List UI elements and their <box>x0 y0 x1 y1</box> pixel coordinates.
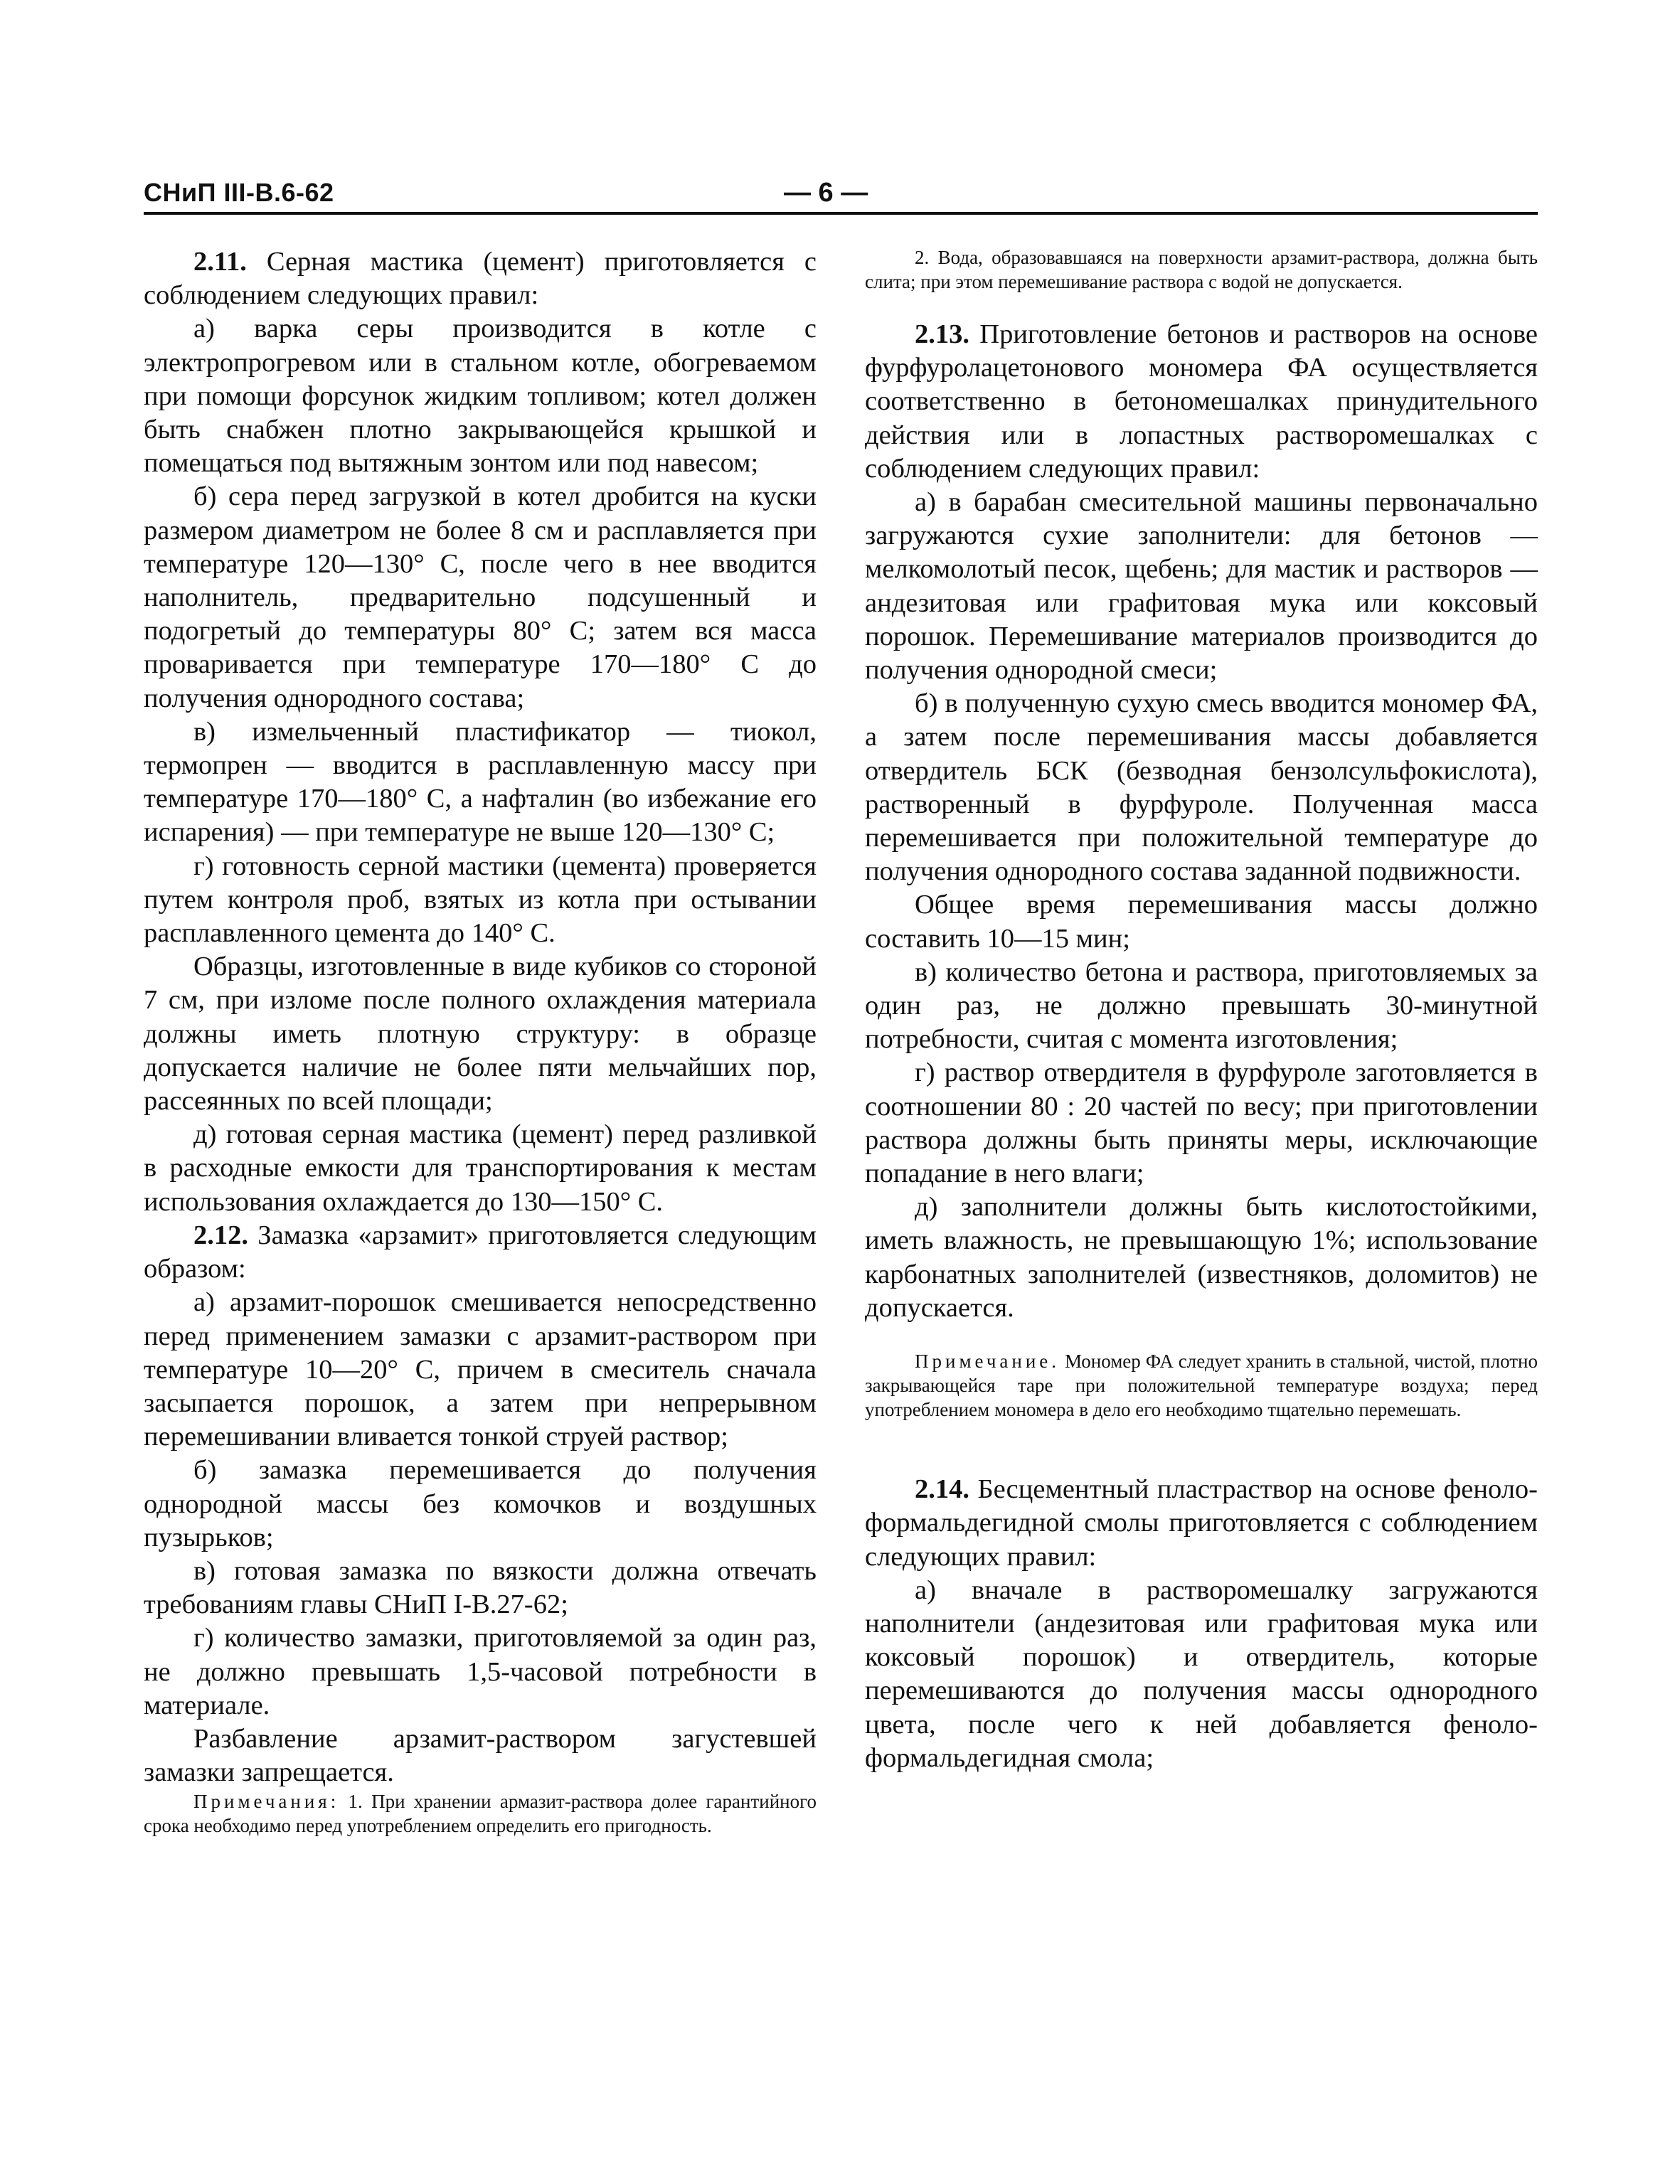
paragraph-text: Замазка «арзамит» приготовляется следующим образом: <box>144 1220 817 1284</box>
note-1-text: 1. При хранении армазит-раствора долее гарантийного срока необходимо перед употреблением определить его пригодность. <box>144 1791 817 1837</box>
list-item-v: в) количество бетона и раствора, приготовляемых за один раз, не должно превышать 30-минутной потребности, считая с момента изготовления; <box>865 957 1538 1055</box>
list-item-d: д) заполнители должны быть кислотостойкими, иметь влажность, не превышающую 1%; использование карбонатных заполнителей (известняков, доломитов) не допускается. <box>865 1192 1538 1323</box>
page-number: — 6 — <box>784 178 868 208</box>
list-item-b: б) замазка перемешивается до получения однородной массы без комочков и воздушных пузырьков; <box>144 1455 817 1552</box>
list-item-g: г) раствор отвердителя в фурфуроле заготовляется в соотношении 80 : 20 частей по весу; при приготовлении раствора должны быть приняты меры, исключающие попадание в него влаги; <box>865 1058 1538 1189</box>
paragraph-2-11 <box>144 245 817 312</box>
paragraph-text: Серная мастика (цемент) приготовляется с соблюдением следующих правил: <box>144 247 817 311</box>
paragraph-text: Приготовление бетонов и растворов на основе фурфуролацетонового мономера ФА осуществляется соответственно в бетономешалках принудительного действия или в лопастных растворомешалках с соблюдением следующих правил: <box>865 319 1538 484</box>
spacer <box>865 294 1538 318</box>
page-header <box>144 178 1538 215</box>
note-2: 2. Вода, образовавшаяся на поверхности арзамит-раствора, должна быть слита; при этом перемешивание раствора с водой не допускается. <box>865 247 1538 292</box>
list-item-g: г) готовность серной мастики (цемента) проверяется путем контроля проб, взятых из котла при остывании расплавленного цемента до 140° С. <box>144 851 817 949</box>
paragraph-samples: Образцы, изготовленные в виде кубиков со стороной 7 см, при изломе после полного охлаждения материала должны иметь плотную структуру: в образце допускается наличие не более пяти мельчайших пор, рассеянных по всей площади; <box>144 952 817 1117</box>
paragraph-2-14 <box>865 1473 1538 1574</box>
paragraph-mixing-time: Общее время перемешивания массы должно составить 10—15 мин; <box>865 890 1538 954</box>
list-item-a: а) вначале в растворомешалку загружаются наполнители (андезитовая или графитовая мука или коксовый порошок) и отвердитель, которые перемешиваются до получения массы однородного цвета, после чего к ней добавляется феноло-формальдегидная смола; <box>865 1575 1538 1773</box>
spacer <box>865 1325 1538 1349</box>
list-item-d: д) готовая серная мастика (цемент) перед разливкой в расходные емкости для транспортирования к местам использования охлаждается до 130—150° С. <box>144 1119 817 1217</box>
list-item-v: в) измельченный пластификатор — тиокол, термопрен — вводится в расплавленную массу при температуре 170—180° С, а нафталин (во избежание его испарения) — при температуре не выше 120—130° С; <box>144 716 817 848</box>
notes-label: Примечания: <box>193 1791 340 1813</box>
list-item-b: б) в полученную сухую смесь вводится мономер ФА, а затем после перемешивания массы добавляется отвердитель БСК (безводная бензолсульфокислота), растворенный в фурфуроле. Полученная масса перемешивается при положительной температуре до получения однородного состава заданной подвижности. <box>865 688 1538 887</box>
document-code: СНиП III-В.6-62 <box>144 178 334 207</box>
list-item-a: а) варка серы производится в котле с электропрогревом или в стальном котле, обогреваемом при помощи форсунок жидким топливом; котел должен быть снабжен плотно закрывающейся крышкой и помещаться под вытяжным зонтом или под навесом; <box>144 314 817 479</box>
paragraph-dilution: Разбавление арзамит-раствором загустевшей замазки запрещается. <box>144 1723 817 1788</box>
paragraph-2-12 <box>144 1219 817 1286</box>
header-rule <box>144 212 1538 215</box>
left-column <box>144 245 817 1838</box>
list-item-a: а) в барабан смесительной машины первоначально загружаются сухие заполнители: для бетонов — мелкомолотый песок, щебень; для мастик и растворов — андезитовая или графитовая мука или коксовый порошок. Перемешивание материалов производится до получения однородной смеси; <box>865 487 1538 686</box>
note-label: Примечание. <box>915 1351 1060 1373</box>
right-column <box>865 245 1538 1775</box>
paragraph-number: 2.11. <box>193 247 247 277</box>
list-item-v: в) готовая замазка по вязкости должна отвечать требованиям главы СНиП I-В.27-62; <box>144 1555 817 1620</box>
note-block <box>865 1349 1538 1422</box>
paragraph-text: Бесцементный пластраствор на основе феноло-формальдегидной смолы приготовляется с соблюдением следующих правил: <box>865 1474 1538 1572</box>
spacer <box>865 1422 1538 1473</box>
paragraph-number: 2.14. <box>915 1474 969 1505</box>
list-item-g: г) количество замазки, приготовляемой за один раз, не должно превышать 1,5-часовой потребности в материале. <box>144 1623 817 1720</box>
paragraph-number: 2.13. <box>915 319 969 349</box>
paragraph-number: 2.12. <box>193 1220 248 1250</box>
list-item-b: б) сера перед загрузкой в котел дробится на куски размером диаметром не более 8 см и расплавляется при температуре 120—130° С, после чего в нее вводится наполнитель, предварительно подсушенный и подогретый до температуры 80° С; затем вся масса проваривается при температуре 170—180° С до получения однородного состава; <box>144 481 817 713</box>
list-item-a: а) арзамит-порошок смешивается непосредственно перед применением замазки с арзамит-раствором при температуре 10—20° С, причем в смеситель сначала засыпается порошок, а затем при непрерывном перемешивании вливается тонкой струей раствор; <box>144 1287 817 1452</box>
note-text: Мономер ФА следует хранить в стальной, чистой, плотно закрывающейся таре при положительной температуре воздуха; перед употреблением мономера в дело его необходимо тщательно перемешать. <box>865 1351 1538 1421</box>
notes-block <box>144 1789 817 1838</box>
paragraph-2-13 <box>865 318 1538 486</box>
